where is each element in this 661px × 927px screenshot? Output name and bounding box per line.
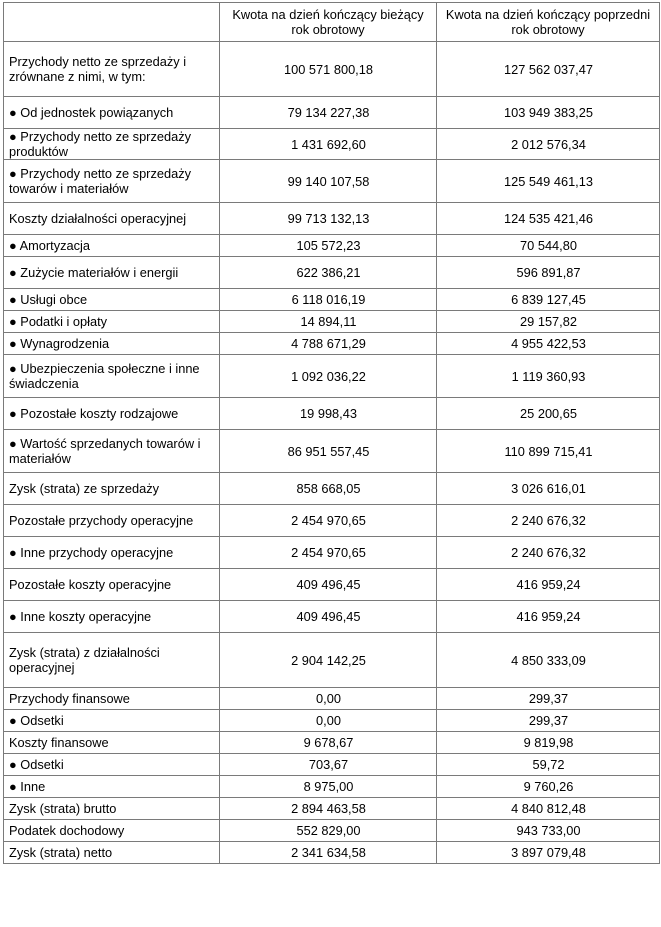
- row-current-value: 14 894,11: [220, 311, 437, 333]
- row-previous-value: 2 240 676,32: [437, 537, 660, 569]
- table-row: [4, 430, 660, 473]
- row-previous-value: 70 544,80: [437, 235, 660, 257]
- row-previous-value: 4 850 333,09: [437, 633, 660, 688]
- table-row: [4, 473, 660, 505]
- row-previous-value: 1 119 360,93: [437, 355, 660, 398]
- row-current-value: 0,00: [220, 710, 437, 732]
- row-current-value: 1 092 036,22: [220, 355, 437, 398]
- row-current-value: 99 140 107,58: [220, 160, 437, 203]
- table-row: [4, 97, 660, 129]
- row-current-value: 4 788 671,29: [220, 333, 437, 355]
- row-label: Przychody netto ze sprzedaży i zrównane z nimi, w tym:: [4, 42, 220, 97]
- row-current-value: 105 572,23: [220, 235, 437, 257]
- table-row: [4, 42, 660, 97]
- row-label: ● Inne: [4, 776, 220, 798]
- row-current-value: 9 678,67: [220, 732, 437, 754]
- row-label: Pozostałe koszty operacyjne: [4, 569, 220, 601]
- row-label: ● Podatki i opłaty: [4, 311, 220, 333]
- row-label: ● Od jednostek powiązanych: [4, 97, 220, 129]
- financial-statement-table: [3, 2, 660, 864]
- table-header-row: [4, 3, 660, 42]
- row-label: Zysk (strata) ze sprzedaży: [4, 473, 220, 505]
- row-label: ● Przychody netto ze sprzedaży towarów i materiałów: [4, 160, 220, 203]
- row-label: ● Odsetki: [4, 754, 220, 776]
- row-previous-value: 943 733,00: [437, 820, 660, 842]
- row-current-value: 86 951 557,45: [220, 430, 437, 473]
- row-label: Zysk (strata) z działalności operacyjnej: [4, 633, 220, 688]
- row-current-value: 552 829,00: [220, 820, 437, 842]
- table-row: [4, 633, 660, 688]
- row-current-value: 622 386,21: [220, 257, 437, 289]
- row-label: Koszty finansowe: [4, 732, 220, 754]
- row-label: Przychody finansowe: [4, 688, 220, 710]
- row-current-value: 2 454 970,65: [220, 505, 437, 537]
- table-row: [4, 257, 660, 289]
- row-previous-value: 4 840 812,48: [437, 798, 660, 820]
- row-current-value: 409 496,45: [220, 569, 437, 601]
- row-previous-value: 9 819,98: [437, 732, 660, 754]
- table-row: [4, 311, 660, 333]
- row-current-value: 19 998,43: [220, 398, 437, 430]
- row-current-value: 8 975,00: [220, 776, 437, 798]
- table-row: [4, 601, 660, 633]
- row-label: ● Przychody netto ze sprzedaży produktów: [4, 129, 220, 160]
- table-row: [4, 820, 660, 842]
- row-current-value: 409 496,45: [220, 601, 437, 633]
- row-current-value: 100 571 800,18: [220, 42, 437, 97]
- table-row: [4, 798, 660, 820]
- row-previous-value: 9 760,26: [437, 776, 660, 798]
- table-row: [4, 333, 660, 355]
- table-row: [4, 732, 660, 754]
- row-label: ● Inne przychody operacyjne: [4, 537, 220, 569]
- row-previous-value: 299,37: [437, 710, 660, 732]
- row-previous-value: 124 535 421,46: [437, 203, 660, 235]
- row-label: Koszty działalności operacyjnej: [4, 203, 220, 235]
- table-row: [4, 842, 660, 864]
- row-label: ● Pozostałe koszty rodzajowe: [4, 398, 220, 430]
- row-current-value: 6 118 016,19: [220, 289, 437, 311]
- row-current-value: 0,00: [220, 688, 437, 710]
- table-row: [4, 160, 660, 203]
- table-row: [4, 355, 660, 398]
- table-row: [4, 203, 660, 235]
- row-previous-value: 25 200,65: [437, 398, 660, 430]
- row-label: Pozostałe przychody operacyjne: [4, 505, 220, 537]
- table-row: [4, 569, 660, 601]
- row-previous-value: 4 955 422,53: [437, 333, 660, 355]
- row-current-value: 858 668,05: [220, 473, 437, 505]
- row-current-value: 99 713 132,13: [220, 203, 437, 235]
- row-previous-value: 2 012 576,34: [437, 129, 660, 160]
- row-label: ● Odsetki: [4, 710, 220, 732]
- table-row: [4, 776, 660, 798]
- row-label: Zysk (strata) netto: [4, 842, 220, 864]
- row-previous-value: 299,37: [437, 688, 660, 710]
- table-row: [4, 754, 660, 776]
- table-row: [4, 235, 660, 257]
- row-current-value: 2 904 142,25: [220, 633, 437, 688]
- row-label: ● Zużycie materiałów i energii: [4, 257, 220, 289]
- row-previous-value: 103 949 383,25: [437, 97, 660, 129]
- row-current-value: 703,67: [220, 754, 437, 776]
- row-previous-value: 2 240 676,32: [437, 505, 660, 537]
- table-row: [4, 289, 660, 311]
- row-current-value: 1 431 692,60: [220, 129, 437, 160]
- header-blank-cell: [4, 3, 220, 42]
- row-previous-value: 127 562 037,47: [437, 42, 660, 97]
- row-previous-value: 110 899 715,41: [437, 430, 660, 473]
- table-row: [4, 129, 660, 160]
- row-label: Zysk (strata) brutto: [4, 798, 220, 820]
- table-row: [4, 537, 660, 569]
- row-label: ● Wynagrodzenia: [4, 333, 220, 355]
- row-previous-value: 125 549 461,13: [437, 160, 660, 203]
- row-current-value: 2 894 463,58: [220, 798, 437, 820]
- table-row: [4, 505, 660, 537]
- row-label: ● Wartość sprzedanych towarów i materiałów: [4, 430, 220, 473]
- table-row: [4, 398, 660, 430]
- row-label: ● Inne koszty operacyjne: [4, 601, 220, 633]
- row-label: Podatek dochodowy: [4, 820, 220, 842]
- row-previous-value: 3 026 616,01: [437, 473, 660, 505]
- row-label: ● Usługi obce: [4, 289, 220, 311]
- row-current-value: 2 341 634,58: [220, 842, 437, 864]
- row-previous-value: 6 839 127,45: [437, 289, 660, 311]
- row-current-value: 2 454 970,65: [220, 537, 437, 569]
- row-label: ● Amortyzacja: [4, 235, 220, 257]
- row-previous-value: 596 891,87: [437, 257, 660, 289]
- row-previous-value: 59,72: [437, 754, 660, 776]
- header-previous-year: Kwota na dzień kończący poprzedni rok obrotowy: [437, 3, 660, 42]
- header-current-year: Kwota na dzień kończący bieżący rok obrotowy: [220, 3, 437, 42]
- table-row: [4, 710, 660, 732]
- row-previous-value: 29 157,82: [437, 311, 660, 333]
- table-row: [4, 688, 660, 710]
- row-label: ● Ubezpieczenia społeczne i inne świadczenia: [4, 355, 220, 398]
- row-current-value: 79 134 227,38: [220, 97, 437, 129]
- row-previous-value: 416 959,24: [437, 569, 660, 601]
- row-previous-value: 3 897 079,48: [437, 842, 660, 864]
- row-previous-value: 416 959,24: [437, 601, 660, 633]
